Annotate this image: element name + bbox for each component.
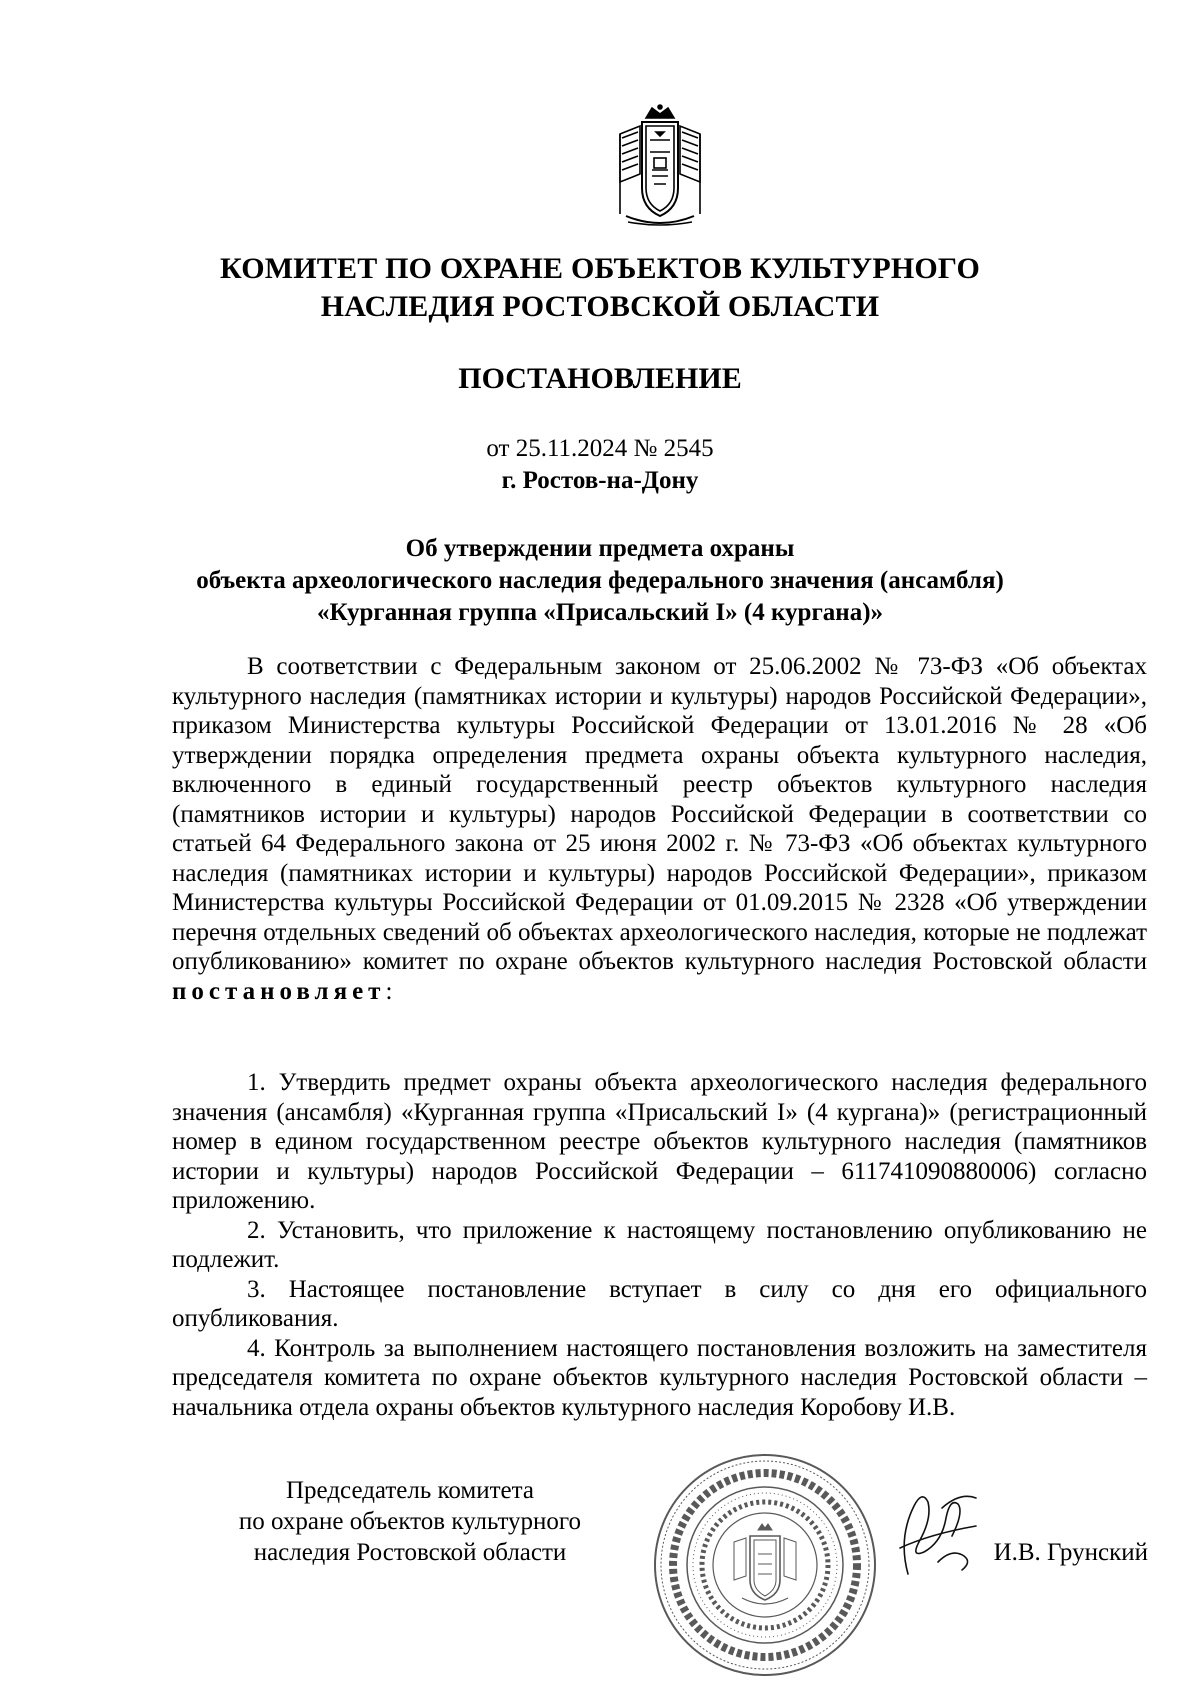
signatory-position-line-1: Председатель комитета [286, 1477, 534, 1504]
handwritten-signature-icon [880, 1478, 1000, 1588]
decree-colon: : [385, 977, 393, 1005]
document-date-number: от 25.11.2024 № 2545 [486, 435, 714, 462]
resolution-item-3: 3. Настоящее постановление вступает в силу со дня его официального опубликования. [172, 1275, 1147, 1332]
official-seal-icon [650, 1450, 880, 1680]
preamble-text: В соответствии с Федеральным законом от 25.06.2002 № 73-ФЗ «Об объектах культурного наследия (памятниках истории и культуры) народов Российской Федерации», приказом Министерства культуры Российской Федерации от 13.01.2016 № 28 «Об утверждении порядка определения предмета охраны объекта культурного наследия, включенного в единый государственный реестр объектов культурного наследия (памятников истории и культуры) народов Российской Федерации в соответствии со статьей 64 Федерального закона от 25 июня 2002 г. № 73-ФЗ «Об объектах культурного наследия (памятниках истории и культуры) народов Российской Федерации», приказом Министерства культуры Российской Федерации от 01.09.2015 № 2328 «Об утверждении перечня отдельных сведений об объектах археологического наследия, которые не подлежат опубликованию» комитет по охране объектов культурного наследия Ростовской области [172, 653, 1147, 975]
document-type: ПОСТАНОВЛЕНИЕ [458, 362, 742, 395]
subject-line-3: «Курганная группа «Присальский I» (4 кургана)» [316, 599, 884, 626]
subject-line-1: Об утверждении предмета охраны [405, 535, 795, 562]
preamble-section [172, 652, 1147, 1006]
subject-line-2: объекта археологического наследия федерального значения (ансамбля) [196, 567, 1004, 594]
document-city: г. Ростов-на-Дону [501, 467, 699, 494]
org-title-line-2: НАСЛЕДИЯ РОСТОВСКОЙ ОБЛАСТИ [320, 290, 880, 323]
resolution-item-1: 1. Утвердить предмет охраны объекта археологического наследия федерального значения (ансамбля) «Курганная группа «Присальский I» (4 кургана)» (регистрационный номер в едином государственном реестре объектов культурного наследия (памятников истории и культуры) народов Российской Федерации – 611741090880006) согласно приложению. [172, 1069, 1147, 1214]
signatory-position-line-3: наследия Ростовской области [253, 1539, 567, 1566]
organization-title [170, 250, 1030, 326]
resolution-items [172, 1068, 1147, 1422]
signatory-position-line-2: по охране объектов культурного [238, 1508, 582, 1535]
document-subject [150, 533, 1050, 629]
decree-word: постановляет [172, 977, 386, 1005]
signatory-name: И.В. Грунский [993, 1539, 1148, 1566]
signatory-position [200, 1475, 620, 1568]
org-title-line-1: КОМИТЕТ ПО ОХРАНЕ ОБЪЕКТОВ КУЛЬТУРНОГО [220, 252, 980, 285]
resolution-item-4: 4. Контроль за выполнением настоящего постановления возложить на заместителя председателя комитета по охране объектов культурного наследия Ростовской области – начальника отдела охраны объектов культурного наследия Коробову И.В. [172, 1334, 1147, 1421]
preamble-paragraph [172, 652, 1147, 1006]
coat-of-arms-icon [606, 104, 714, 230]
resolution-item-2: 2. Установить, что приложение к настоящему постановлению опубликованию не подлежит. [172, 1216, 1147, 1273]
